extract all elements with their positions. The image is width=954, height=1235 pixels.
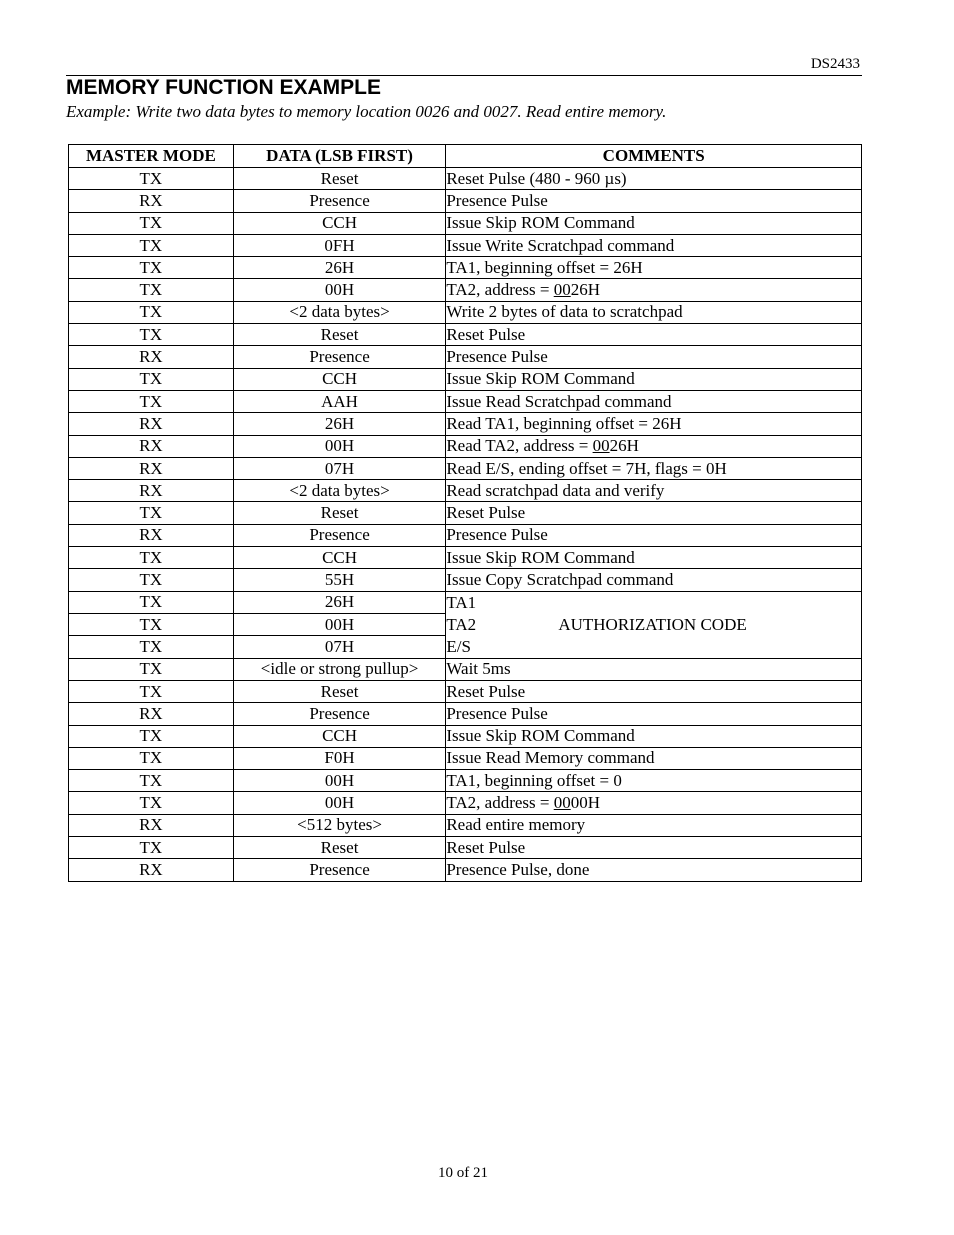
table-row [69, 168, 862, 190]
comment-text: 26H [570, 280, 600, 300]
master-mode-cell: TX [69, 502, 234, 524]
master-mode-cell: RX [69, 435, 234, 457]
master-mode-cell: TX [69, 658, 234, 680]
memory-sequence-table [68, 144, 862, 882]
data-cell: CCH [233, 368, 446, 390]
page-number: 10 of 21 [438, 1165, 488, 1181]
data-cell: 07H [233, 636, 446, 658]
data-cell: <2 data bytes> [233, 480, 446, 502]
data-cell: Presence [233, 859, 446, 881]
table-row [69, 480, 862, 502]
master-mode-cell: TX [69, 390, 234, 412]
master-mode-cell: TX [69, 212, 234, 234]
comment-cell: Presence Pulse [446, 346, 862, 368]
data-cell: 26H [233, 591, 446, 613]
master-mode-cell: TX [69, 591, 234, 613]
data-cell: 00H [233, 279, 446, 301]
comment-cell: Issue Skip ROM Command [446, 725, 862, 747]
authorization-code-cell [446, 591, 862, 658]
master-mode-cell: TX [69, 569, 234, 591]
authorization-code-label: AUTHORIZATION CODE [558, 614, 747, 634]
comment-cell: TA1, beginning offset = 0 [446, 770, 862, 792]
comment-text: 26H [609, 436, 639, 456]
comment-underlined-text: 00 [592, 436, 610, 456]
data-cell: 07H [233, 457, 446, 479]
comment-cell: Read scratchpad data and verify [446, 480, 862, 502]
comment-cell: Issue Skip ROM Command [446, 212, 862, 234]
master-mode-cell: TX [69, 770, 234, 792]
data-cell: Presence [233, 190, 446, 212]
comment-cell: Issue Skip ROM Command [446, 547, 862, 569]
table-row [69, 703, 862, 725]
comment-cell [446, 792, 862, 814]
comment-cell: Issue Copy Scratchpad command [446, 569, 862, 591]
table-row [69, 413, 862, 435]
table-row [69, 390, 862, 412]
table-header-row [69, 145, 862, 168]
comment-cell [446, 279, 862, 301]
comment-underlined-text: 00 [553, 793, 571, 813]
comment-cell: Reset Pulse [446, 680, 862, 702]
comment-cell: Read E/S, ending offset = 7H, flags = 0H [446, 457, 862, 479]
section-title: MEMORY FUNCTION EXAMPLE [66, 76, 382, 99]
document-id: DS2433 [810, 56, 860, 72]
table-row [69, 457, 862, 479]
data-cell: 0FH [233, 234, 446, 256]
master-mode-cell: TX [69, 636, 234, 658]
section-subtitle: Example: Write two data bytes to memory location 0026 and 0027. Read entire memory. [66, 102, 667, 121]
data-cell: 26H [233, 413, 446, 435]
data-cell: Reset [233, 168, 446, 190]
column-header-comments: COMMENTS [446, 145, 862, 168]
comment-text: TA2, address = [446, 280, 554, 300]
table-row [69, 680, 862, 702]
comment-cell: Issue Write Scratchpad command [446, 234, 862, 256]
table-row [69, 837, 862, 859]
comment-cell: Read entire memory [446, 814, 862, 836]
master-mode-cell: TX [69, 324, 234, 346]
comment-cell: Wait 5ms [446, 658, 862, 680]
data-cell: Reset [233, 502, 446, 524]
table-body [69, 168, 862, 882]
table-row [69, 190, 862, 212]
master-mode-cell: RX [69, 814, 234, 836]
table-row [69, 658, 862, 680]
table-row [69, 859, 862, 881]
comment-cell: Reset Pulse [446, 324, 862, 346]
comment-cell: Issue Read Memory command [446, 747, 862, 769]
master-mode-cell: RX [69, 859, 234, 881]
comment-underlined-text: 00 [553, 280, 571, 300]
data-cell: Presence [233, 703, 446, 725]
table-row [69, 346, 862, 368]
data-cell: Reset [233, 324, 446, 346]
master-mode-cell: RX [69, 413, 234, 435]
comment-cell [446, 435, 862, 457]
master-mode-cell: TX [69, 747, 234, 769]
authorization-field-label: E/S [446, 636, 471, 656]
table-row [69, 725, 862, 747]
master-mode-cell: RX [69, 480, 234, 502]
table-row [69, 814, 862, 836]
table-row [69, 301, 862, 323]
table-row [69, 435, 862, 457]
authorization-field-label: TA2 [446, 614, 477, 634]
data-cell: Reset [233, 680, 446, 702]
data-cell: Presence [233, 346, 446, 368]
master-mode-cell: RX [69, 524, 234, 546]
data-cell: 00H [233, 435, 446, 457]
comment-cell: TA1, beginning offset = 26H [446, 257, 862, 279]
data-cell: 00H [233, 770, 446, 792]
table-row [69, 234, 862, 256]
table-row [69, 212, 862, 234]
comment-cell: Reset Pulse (480 - 960 µs) [446, 168, 862, 190]
comment-cell: Presence Pulse, done [446, 859, 862, 881]
data-cell: 26H [233, 257, 446, 279]
table-row [69, 569, 862, 591]
table-row [69, 747, 862, 769]
master-mode-cell: TX [69, 613, 234, 635]
table-row [69, 279, 862, 301]
comment-cell: Issue Skip ROM Command [446, 368, 862, 390]
comment-cell: Presence Pulse [446, 703, 862, 725]
master-mode-cell: TX [69, 301, 234, 323]
column-header-master-mode: MASTER MODE [69, 145, 234, 168]
table-row [69, 502, 862, 524]
master-mode-cell: TX [69, 279, 234, 301]
master-mode-cell: TX [69, 368, 234, 390]
data-cell: 00H [233, 613, 446, 635]
data-cell: <2 data bytes> [233, 301, 446, 323]
table-row [69, 324, 862, 346]
comment-cell: Write 2 bytes of data to scratchpad [446, 301, 862, 323]
master-mode-cell: RX [69, 346, 234, 368]
comment-text: 00H [570, 793, 600, 813]
data-cell: F0H [233, 747, 446, 769]
master-mode-cell: TX [69, 680, 234, 702]
table-row [69, 547, 862, 569]
comment-cell: Presence Pulse [446, 190, 862, 212]
data-cell: <512 bytes> [233, 814, 446, 836]
data-cell: 00H [233, 792, 446, 814]
master-mode-cell: TX [69, 837, 234, 859]
data-cell: CCH [233, 547, 446, 569]
table-row [69, 770, 862, 792]
table-row [69, 524, 862, 546]
master-mode-cell: TX [69, 257, 234, 279]
data-cell: Reset [233, 837, 446, 859]
comment-cell: Reset Pulse [446, 837, 862, 859]
table-row [69, 257, 862, 279]
data-cell: AAH [233, 390, 446, 412]
comment-text: TA2, address = [446, 793, 554, 813]
master-mode-cell: RX [69, 190, 234, 212]
comment-text: Read TA2, address = [446, 436, 593, 456]
master-mode-cell: TX [69, 168, 234, 190]
master-mode-cell: TX [69, 725, 234, 747]
column-header-data: DATA (LSB FIRST) [233, 145, 446, 168]
comment-cell: Presence Pulse [446, 524, 862, 546]
data-cell: <idle or strong pullup> [233, 658, 446, 680]
comment-cell: Reset Pulse [446, 502, 862, 524]
data-cell: Presence [233, 524, 446, 546]
data-cell: CCH [233, 212, 446, 234]
data-cell: CCH [233, 725, 446, 747]
table-row [69, 591, 862, 613]
master-mode-cell: TX [69, 234, 234, 256]
table-row [69, 368, 862, 390]
master-mode-cell: TX [69, 547, 234, 569]
table-row [69, 792, 862, 814]
master-mode-cell: RX [69, 457, 234, 479]
comment-cell: Issue Read Scratchpad command [446, 390, 862, 412]
master-mode-cell: RX [69, 703, 234, 725]
authorization-field-label: TA1 [446, 592, 477, 612]
comment-cell: Read TA1, beginning offset = 26H [446, 413, 862, 435]
master-mode-cell: TX [69, 792, 234, 814]
data-cell: 55H [233, 569, 446, 591]
